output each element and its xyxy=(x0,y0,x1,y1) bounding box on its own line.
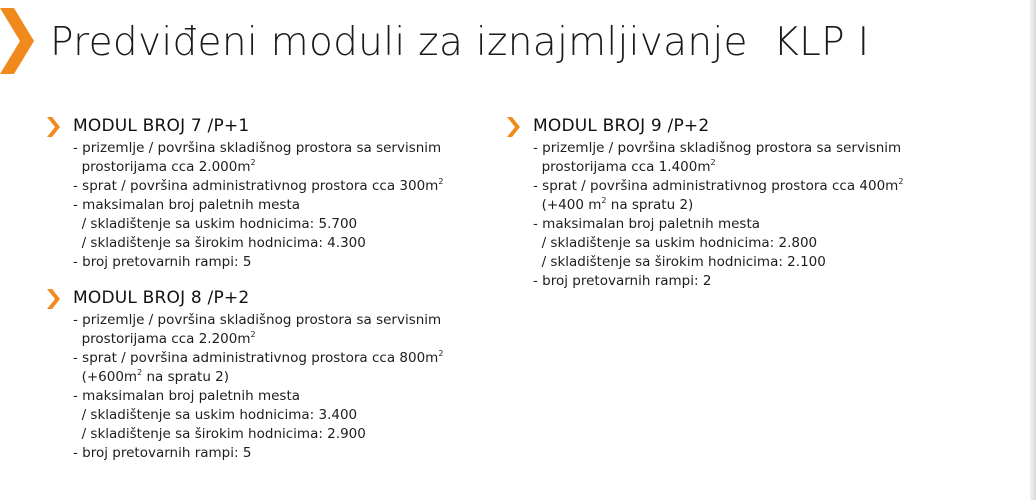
page-title: Predviđeni moduli za iznajmljivanje KLP I xyxy=(50,20,870,65)
detail-text: - maksimalan broj paletnih mesta xyxy=(73,197,301,213)
detail-line xyxy=(73,177,493,196)
title-chevron-icon xyxy=(0,8,34,74)
unit-superscript: 2 xyxy=(601,196,607,205)
detail-line xyxy=(533,196,953,215)
detail-line xyxy=(73,234,493,253)
module-chevron-icon xyxy=(47,289,60,309)
detail-text: - maksimalan broj paletnih mesta xyxy=(73,388,301,404)
module-heading: MODUL BROJ 7 /P+1 xyxy=(73,116,250,136)
detail-text: / skladištenje sa širokim hodnicima: 2.900 xyxy=(73,426,366,442)
detail-text: - sprat / površina administrativnog prostora cca 400m xyxy=(533,178,899,194)
detail-text: - sprat / površina administrativnog prostora cca 300m xyxy=(73,178,439,194)
detail-line xyxy=(73,139,493,158)
detail-text: - broj pretovarnih rampi: 2 xyxy=(533,273,712,289)
detail-line xyxy=(73,196,493,215)
detail-line xyxy=(73,215,493,234)
detail-line xyxy=(533,158,953,177)
detail-text: - broj pretovarnih rampi: 5 xyxy=(73,445,252,461)
module-heading: MODUL BROJ 8 /P+2 xyxy=(73,288,250,308)
unit-superscript: 2 xyxy=(898,177,904,186)
detail-text: / skladištenje sa uskim hodnicima: 2.800 xyxy=(533,235,818,251)
detail-text: / skladištenje sa uskim hodnicima: 5.700 xyxy=(73,216,358,232)
detail-line xyxy=(533,234,953,253)
detail-line xyxy=(73,368,493,387)
detail-text: - broj pretovarnih rampi: 5 xyxy=(73,254,252,270)
detail-text: - sprat / površina administrativnog prostora cca 800m xyxy=(73,350,439,366)
detail-text: prostorijama cca 1.400m xyxy=(533,159,711,175)
detail-line xyxy=(73,349,493,368)
detail-line xyxy=(73,425,493,444)
module-heading: MODUL BROJ 9 /P+2 xyxy=(533,116,710,136)
module-details xyxy=(73,139,493,272)
module-9 xyxy=(533,116,953,291)
module-chevron-icon xyxy=(507,117,520,137)
detail-line xyxy=(73,387,493,406)
module-details xyxy=(73,311,493,463)
detail-text: - prizemlje / površina skladišnog prostora sa servisnim xyxy=(533,140,902,156)
detail-text: prostorijama cca 2.200m xyxy=(73,331,251,347)
detail-text-suffix: na spratu 2) xyxy=(606,197,694,213)
detail-line xyxy=(73,330,493,349)
module-7 xyxy=(73,116,493,272)
detail-text: / skladištenje sa širokim hodnicima: 2.100 xyxy=(533,254,826,270)
detail-text: - maksimalan broj paletnih mesta xyxy=(533,216,761,232)
detail-line xyxy=(533,215,953,234)
detail-text: (+600m xyxy=(73,369,138,385)
detail-line xyxy=(73,311,493,330)
right-edge-divider xyxy=(1030,0,1036,500)
detail-text-suffix: na spratu 2) xyxy=(142,369,230,385)
unit-superscript: 2 xyxy=(137,368,143,377)
unit-superscript: 2 xyxy=(250,158,256,167)
detail-line xyxy=(533,139,953,158)
detail-line xyxy=(533,272,953,291)
module-8 xyxy=(73,288,493,463)
unit-superscript: 2 xyxy=(250,330,256,339)
detail-text: / skladištenje sa uskim hodnicima: 3.400 xyxy=(73,407,358,423)
detail-line xyxy=(73,158,493,177)
module-chevron-icon xyxy=(47,117,60,137)
unit-superscript: 2 xyxy=(710,158,716,167)
unit-superscript: 2 xyxy=(438,349,444,358)
detail-line xyxy=(73,406,493,425)
detail-line xyxy=(533,253,953,272)
detail-text: prostorijama cca 2.000m xyxy=(73,159,251,175)
detail-line xyxy=(73,444,493,463)
unit-superscript: 2 xyxy=(438,177,444,186)
detail-line xyxy=(73,253,493,272)
detail-line xyxy=(533,177,953,196)
detail-text: - prizemlje / površina skladišnog prostora sa servisnim xyxy=(73,140,442,156)
module-details xyxy=(533,139,953,291)
detail-text: - prizemlje / površina skladišnog prostora sa servisnim xyxy=(73,312,442,328)
detail-text: (+400 m xyxy=(533,197,602,213)
detail-text: / skladištenje sa širokim hodnicima: 4.300 xyxy=(73,235,366,251)
